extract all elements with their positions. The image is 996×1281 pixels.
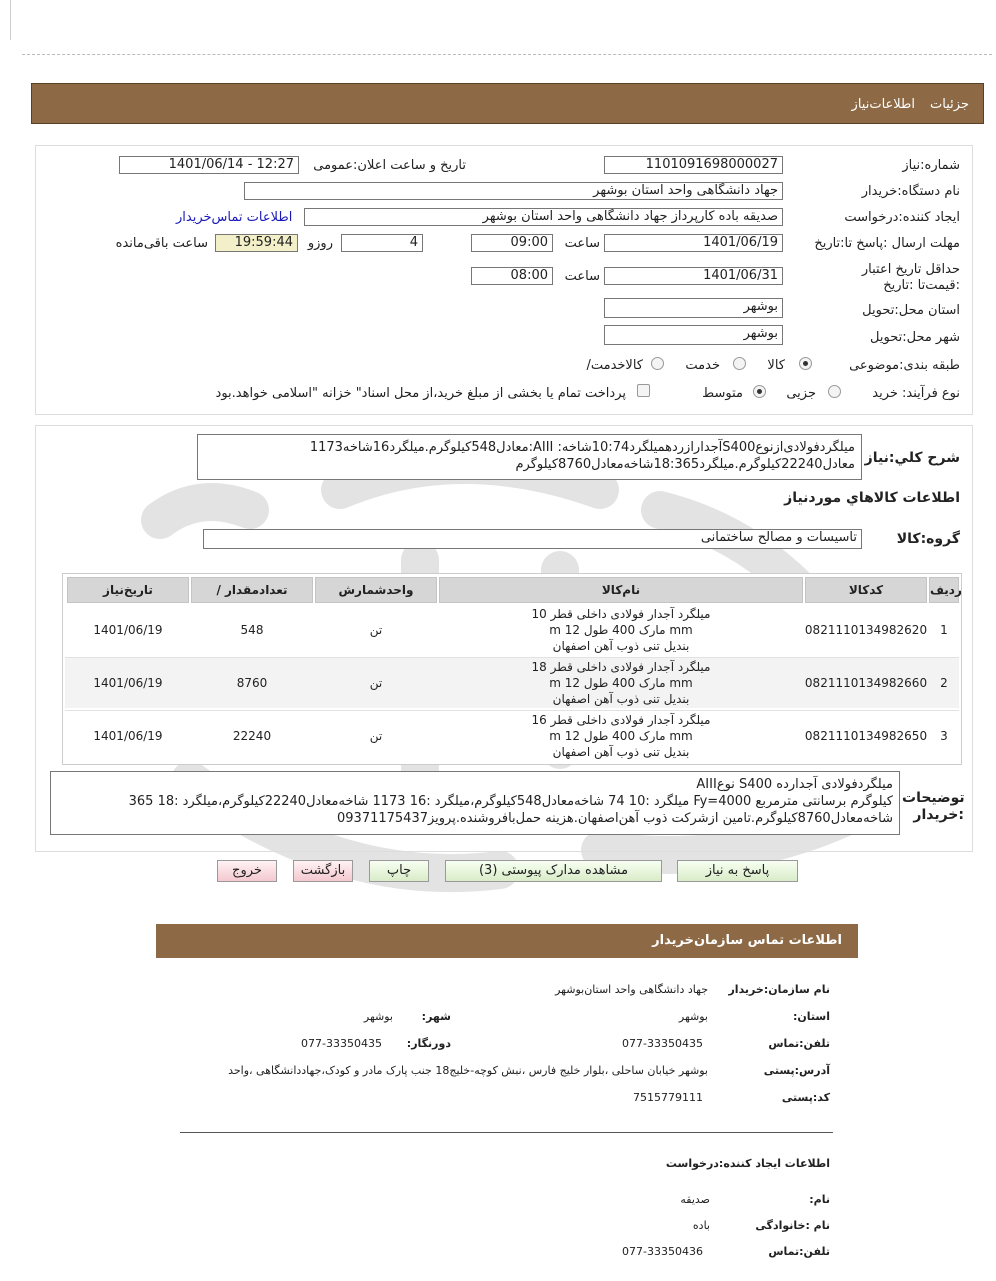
- cell-unit: تن: [369, 623, 383, 637]
- back-button[interactable]: بازگشت: [293, 860, 353, 882]
- th-need-date: تاريخ‌نياز: [67, 577, 189, 603]
- province-field[interactable]: بوشهر: [604, 298, 783, 318]
- validity-label: حداقل تاریخ اعتبار :قیمت‌تا :تاریخ: [861, 262, 960, 293]
- buyer-org-label: نام دستگاه:خریدار: [861, 184, 960, 199]
- th-quantity: / تعدادمقدار: [191, 577, 313, 603]
- remaining-time-label: ساعت باقی‌مانده: [115, 236, 208, 251]
- process-medium-radio[interactable]: [753, 385, 766, 398]
- deadline-time-field[interactable]: 09:00: [471, 234, 553, 252]
- cell-name-line-1: میلگرد آجدار فولادی داخلی قطر 18: [531, 660, 711, 674]
- buyer-notes-label: توضیحات :خریدار: [902, 790, 965, 823]
- contact-phone-label: تلفن:تماس: [768, 1037, 830, 1050]
- buyer-notes-line-3: شاخه‌معادل8760کیلوگرم.تامین ازشرکت ذوب آهن‌اصفهان.هزینه حمل‌بافروشنده.پرویز09371175437: [337, 811, 893, 826]
- cell-code: 0821110134982650: [804, 729, 928, 743]
- cell-date: 1401/06/19: [93, 623, 163, 637]
- group-field[interactable]: تاسیسات و مصالح ساختمانی: [203, 529, 862, 549]
- cell-unit: تن: [369, 729, 383, 743]
- announce-label: تاریخ و ساعت اعلان:عمومی: [313, 158, 466, 173]
- exit-button[interactable]: خروج: [217, 860, 277, 882]
- cell-index: 2: [940, 676, 948, 690]
- cell-name: [439, 658, 803, 708]
- contact-postal-value: 7515779111: [633, 1091, 703, 1104]
- view-attachments-button[interactable]: مشاهده مدارک پیوستی (3): [445, 860, 662, 882]
- process-medium-label: متوسط: [702, 386, 743, 401]
- group-label: گروه:كالا: [896, 531, 960, 547]
- creator-info-title: اطلاعات ایجاد کننده:درخواست: [665, 1157, 830, 1170]
- th-goods-code: كدكالا: [805, 577, 927, 603]
- goods-table: [62, 573, 962, 765]
- contact-phone-value: 077-33350435: [622, 1037, 703, 1050]
- top-divider: [22, 54, 992, 55]
- days-label: روزو: [307, 236, 333, 251]
- remaining-time-field: 19:59:44: [215, 234, 298, 252]
- buyer-org-field[interactable]: جهاد دانشگاهی واحد استان بوشهر: [244, 182, 783, 200]
- cell-qty: 548: [240, 623, 264, 637]
- cell-name-line-3: بندیل تنی ذوب آهن اصفهان: [552, 745, 690, 759]
- creator-label: ایجاد کننده:درخواست: [844, 210, 960, 225]
- th-row-index: رديف: [929, 577, 959, 603]
- cell-index: 3: [940, 729, 948, 743]
- cell-name-line-3: بندیل تنی ذوب آهن اصفهان: [552, 692, 690, 706]
- category-service-label: خدمت: [685, 358, 720, 373]
- summary-line-1: میلگردفولادی‌ازنوعS400آجدارازردهمیلگرد10:74شاخه: AIII:معادل548کیلوگرم.میلگرد16شاخه1173: [309, 440, 855, 455]
- buyer-contact-title: اطلاعات تماس سازمان‌خریدار: [652, 933, 842, 948]
- print-button[interactable]: چاپ: [369, 860, 429, 882]
- contact-address-label: آدرس:پستی: [763, 1064, 830, 1077]
- cell-name-line-3: بندیل تنی ذوب آهن اصفهان: [552, 639, 690, 653]
- category-both-radio[interactable]: [651, 357, 664, 370]
- contact-org-value: جهاد دانشگاهی واحد استان‌بوشهر: [555, 983, 708, 996]
- cell-name: [439, 711, 803, 761]
- province-label: استان محل:تحویل: [862, 303, 960, 318]
- cell-name-line-1: میلگرد آجدار فولادی داخلی قطر 16: [531, 713, 711, 727]
- goods-info-title: اطلاعات كالاهاي موردنياز: [784, 490, 960, 506]
- contact-fax-value: 077-33350435: [301, 1037, 382, 1050]
- cell-code: 0821110134982660: [804, 676, 928, 690]
- process-partial-radio[interactable]: [828, 385, 841, 398]
- cell-name: [439, 605, 803, 655]
- table-row[interactable]: [65, 605, 959, 655]
- city-label: شهر محل:تحویل: [870, 330, 960, 345]
- cell-name-line-2: mm مارک 400 طول m 12: [549, 623, 693, 637]
- cell-date: 1401/06/19: [93, 729, 163, 743]
- contact-city-value: بوشهر: [363, 1010, 393, 1023]
- treasury-payment-checkbox[interactable]: [637, 384, 650, 397]
- cell-qty: 22240: [232, 729, 272, 743]
- deadline-label: مهلت ارسال :پاسخ تا:تاریخ: [814, 236, 960, 251]
- reply-button[interactable]: پاسخ به نیاز: [677, 860, 798, 882]
- contact-city-label: :شهر: [421, 1010, 451, 1023]
- left-border-line: [10, 0, 11, 40]
- cell-name-line-2: mm مارک 400 طول m 12: [549, 676, 693, 690]
- contact-province-label: :استان: [792, 1010, 830, 1023]
- contact-address-value: بوشهر خیابان ساحلی ،بلوار خلیج فارس ،نبش کوچه-خلیج18 جنب پارک مادر و کودک،جهاددانشگاهی ،واحد: [228, 1064, 708, 1077]
- summary-box: [197, 434, 862, 480]
- treasury-payment-note: پرداخت تمام یا بخشی از مبلغ خرید،از محل اسناد" خزانه "اسلامی خواهد.بود: [215, 386, 626, 401]
- contact-postal-label: کد:پستی: [781, 1091, 830, 1104]
- validity-date-field[interactable]: 1401/06/31: [604, 267, 783, 285]
- announce-datetime-field[interactable]: 1401/06/14 - 12:27: [119, 156, 299, 174]
- need-number-field[interactable]: 1101091698000027: [604, 156, 783, 174]
- tab-details[interactable]: جزئیات: [930, 97, 969, 112]
- cell-name-line-2: mm مارک 400 طول m 12: [549, 729, 693, 743]
- deadline-time-label: ساعت: [564, 236, 600, 251]
- buyer-contact-header: [156, 924, 858, 958]
- contact-org-label: نام سازمان:خریدار: [728, 983, 830, 996]
- buyer-notes-box: [50, 771, 900, 835]
- process-label: نوع فرآیند: خرید: [872, 386, 960, 401]
- need-number-label: شماره:نیاز: [902, 158, 960, 173]
- category-goods-radio[interactable]: [799, 357, 812, 370]
- header-bar: [31, 83, 984, 124]
- category-both-label: /کالاخدمت: [586, 358, 643, 373]
- table-row[interactable]: [65, 710, 959, 761]
- table-row[interactable]: [65, 657, 959, 708]
- creator-name-label: :نام: [809, 1193, 830, 1206]
- city-field[interactable]: بوشهر: [604, 325, 783, 345]
- cell-index: 1: [940, 623, 948, 637]
- deadline-date-field[interactable]: 1401/06/19: [604, 234, 783, 252]
- buyer-notes-line-1: میلگردفولادی آجدارده S400 نوعAIII: [696, 777, 893, 792]
- contact-province-value: بوشهر: [678, 1010, 708, 1023]
- th-goods-name: نام‌كالا: [439, 577, 803, 603]
- creator-family-label: نام :خانوادگی: [755, 1219, 830, 1232]
- summary-label: شرح كلي:نیاز: [864, 450, 960, 466]
- validity-time-field[interactable]: 08:00: [471, 267, 553, 285]
- category-label: طبقه بندی:موضوعی: [849, 358, 960, 373]
- contact-divider: [180, 1132, 833, 1133]
- buyer-notes-line-2: کیلوگرم برسانتی مترمربع Fy=4000 میلگرد :10 74 شاخه‌معادل548کیلوگرم،میلگرد :16 1173 شاخه‌معادل22240کیلوگرم،میلگرد :18 365: [128, 794, 893, 809]
- cell-name-line-1: میلگرد آجدار فولادی داخلی قطر 10: [531, 607, 711, 621]
- contact-fax-label: :دورنگار: [406, 1037, 451, 1050]
- cell-date: 1401/06/19: [93, 676, 163, 690]
- th-unit: واحدشمارش: [315, 577, 437, 603]
- process-partial-label: جزیی: [786, 386, 816, 401]
- creator-phone-label: تلفن:تماس: [768, 1245, 830, 1258]
- creator-field[interactable]: صدیقه باده کارپرداز جهاد دانشگاهی واحد استان بوشهر: [304, 208, 783, 226]
- category-goods-label: کالا: [767, 358, 785, 373]
- summary-line-2: معادل22240کیلوگرم.میلگرد18:365شاخه‌معادل8760کیلوگرم: [515, 457, 855, 472]
- creator-phone-value: 077-33350436: [622, 1245, 703, 1258]
- category-service-radio[interactable]: [733, 357, 746, 370]
- creator-name-value: صدیقه: [680, 1193, 710, 1206]
- tab-need-info[interactable]: اطلاعات‌نیاز: [851, 97, 915, 112]
- buyer-contact-link[interactable]: اطلاعات تماس‌خریدار: [176, 210, 293, 225]
- cell-unit: تن: [369, 676, 383, 690]
- cell-qty: 8760: [236, 676, 268, 690]
- validity-time-label: ساعت: [564, 269, 600, 284]
- days-field[interactable]: 4: [341, 234, 423, 252]
- cell-code: 0821110134982620: [804, 623, 928, 637]
- creator-family-value: باده: [692, 1219, 710, 1232]
